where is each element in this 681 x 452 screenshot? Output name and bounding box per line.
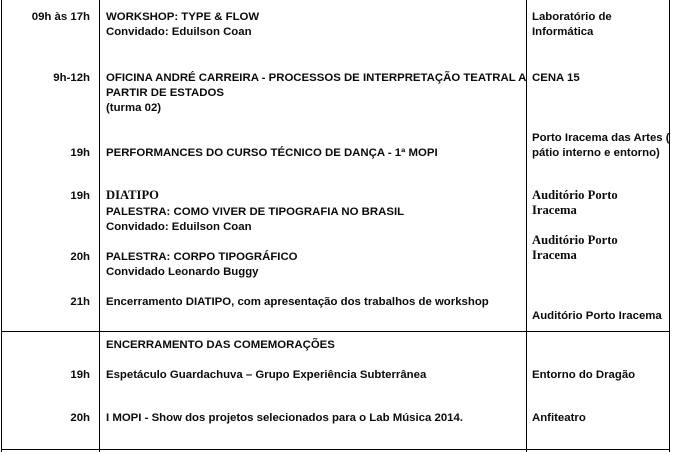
event-guest: Convidado Leonardo Buggy bbox=[106, 266, 259, 278]
column-divider-2 bbox=[526, 0, 527, 452]
time-cell: 20h bbox=[70, 412, 90, 424]
time-cell: 19h bbox=[70, 147, 90, 159]
event-title: WORKSHOP: TYPE & FLOW bbox=[106, 11, 260, 23]
place-cell-line2: pátio interno e entorno) bbox=[532, 147, 660, 159]
event-title: PERFORMANCES DO CURSO TÉCNICO DE DANÇA - 1ª MOPI bbox=[106, 147, 438, 159]
time-cell: 20h bbox=[70, 251, 90, 263]
place-cell: Porto Iracema das Artes ( bbox=[532, 132, 670, 144]
event-guest: Convidado: Eduilson Coan bbox=[106, 221, 252, 233]
place-cell-line2: Informática bbox=[532, 26, 594, 38]
time-cell: 9h-12h bbox=[53, 72, 90, 84]
event-title: Espetáculo Guardachuva – Grupo Experiência Subterrânea bbox=[106, 369, 427, 381]
place-cell: Auditório Porto bbox=[532, 233, 618, 247]
place-cell-line2: Iracema bbox=[532, 248, 577, 262]
place-cell: Anfiteatro bbox=[532, 412, 586, 424]
time-cell: 09h às 17h bbox=[31, 11, 90, 23]
column-divider-1 bbox=[99, 0, 100, 452]
place-cell: Laboratório de bbox=[532, 11, 612, 23]
place-cell: Entorno do Dragão bbox=[532, 369, 636, 381]
event-note: (turma 02) bbox=[106, 102, 162, 114]
event-series-title: DIATIPO bbox=[106, 188, 159, 202]
event-title: PALESTRA: CORPO TIPOGRÁFICO bbox=[106, 251, 298, 263]
section-heading: ENCERRAMENTO DAS COMEMORAÇÕES bbox=[106, 339, 335, 351]
event-guest: Convidado: Eduilson Coan bbox=[106, 26, 252, 38]
place-cell: Auditório Porto Iracema bbox=[532, 310, 662, 322]
event-title: PALESTRA: COMO VIVER DE TIPOGRAFIA NO BRASIL bbox=[106, 206, 405, 218]
time-cell: 19h bbox=[70, 190, 90, 202]
event-title: Encerramento DIATIPO, com apresentação dos trabalhos de workshop bbox=[106, 296, 489, 308]
section-divider bbox=[1, 331, 670, 332]
time-cell: 21h bbox=[70, 296, 90, 308]
right-border bbox=[669, 0, 670, 452]
event-title: OFICINA ANDRÉ CARREIRA - PROCESSOS DE INTERPRETAÇÃO TEATRAL A bbox=[106, 72, 527, 84]
place-cell-line2: Iracema bbox=[532, 203, 577, 217]
place-cell: Auditório Porto bbox=[532, 188, 618, 202]
left-border bbox=[1, 0, 2, 452]
time-cell: 19h bbox=[70, 369, 90, 381]
event-title: I MOPI - Show dos projetos selecionados para o Lab Música 2014. bbox=[106, 412, 463, 424]
place-cell: CENA 15 bbox=[532, 72, 580, 84]
event-title-line2: PARTIR DE ESTADOS bbox=[106, 87, 224, 99]
bottom-border bbox=[1, 449, 670, 450]
